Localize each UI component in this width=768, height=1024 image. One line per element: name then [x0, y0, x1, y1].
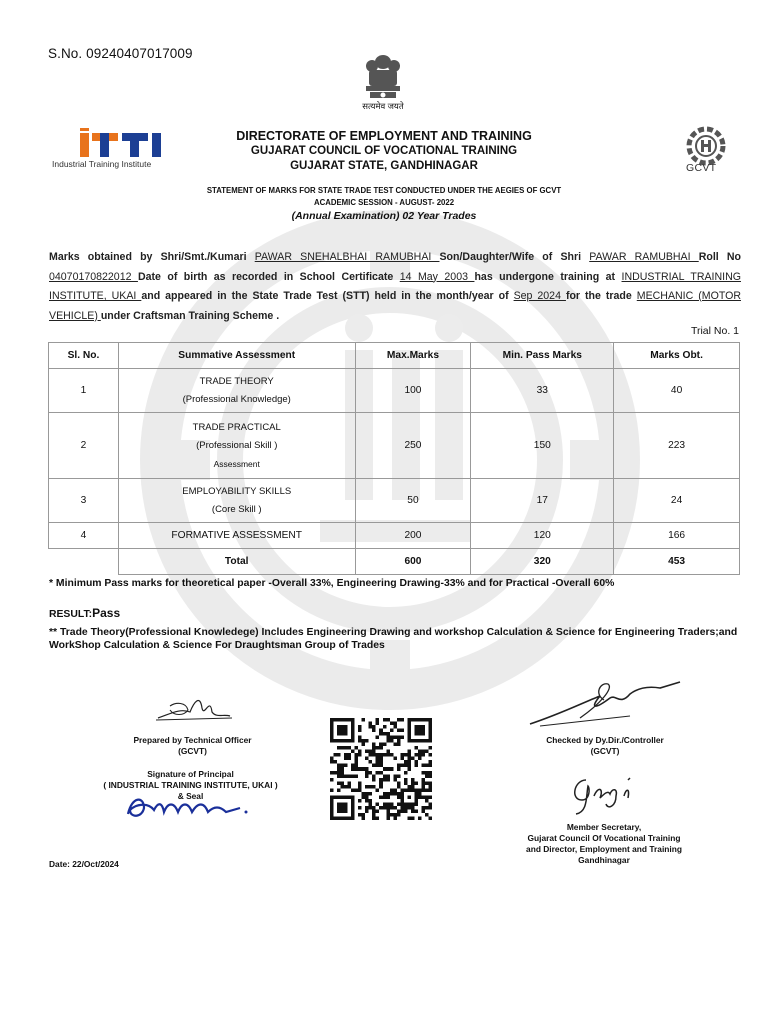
- text-fragment: Marks obtained by Shri/Smt./Kumari: [49, 251, 255, 263]
- cell-sl: 4: [49, 523, 119, 549]
- principal-signature: [122, 790, 262, 824]
- cell-assessment: [118, 369, 355, 413]
- text-fragment: has undergone training at: [474, 270, 622, 283]
- sig-line: Signature of Principal: [147, 769, 234, 779]
- sig-line: ( INDUSTRIAL TRAINING INSTITUTE, UKAI ): [103, 780, 278, 790]
- text-fragment: and appeared in the State Trade Test (STT) held in the month/year of: [141, 290, 514, 302]
- col-header-assessment: Summative Assessment: [118, 343, 355, 369]
- cell-obtained: 223: [614, 413, 740, 479]
- controller-signature: [520, 674, 688, 734]
- cell-assessment: [118, 413, 355, 479]
- header-directorate: DIRECTORATE OF EMPLOYMENT AND TRAINING: [236, 129, 532, 143]
- sig-line: & Seal: [177, 791, 204, 801]
- sig-line: and Director, Employment and Training: [526, 844, 682, 854]
- col-header-min: Min. Pass Marks: [471, 343, 614, 369]
- result-label: RESULT:: [49, 609, 93, 620]
- table-row: [49, 479, 740, 523]
- trade-name: MECHANIC (MOTOR VEHICLE): [49, 290, 741, 322]
- min-pass-note: * Minimum Pass marks for theoretical paper -Overall 33%, Engineering Drawing-33% and for Practical -Overall 60%: [49, 578, 615, 589]
- sig-line: Prepared by Technical Officer: [133, 735, 252, 745]
- qr-code-icon: [330, 718, 432, 820]
- iti-logo-caption: Industrial Training Institute: [52, 159, 152, 169]
- trial-number: Trial No. 1: [690, 325, 739, 337]
- result: [49, 606, 120, 620]
- serial-number: S.No. 09240407017009: [48, 46, 193, 61]
- technical-officer-signature: [150, 688, 236, 730]
- header-council: GUJARAT COUNCIL OF VOCATIONAL TRAINING: [250, 145, 518, 157]
- candidate-name: PAWAR SNEHALBHAI RAMUBHAI: [254, 251, 440, 263]
- header-session: ACADEMIC SESSION - AUGUST- 2022: [313, 198, 455, 207]
- cell-sl: 3: [49, 479, 119, 523]
- assessment-sub: (Core Skill ): [211, 503, 262, 515]
- cell-sl: 2: [49, 413, 119, 479]
- cell-obtained: 40: [614, 369, 740, 413]
- assessment-sub: (Professional Skill ): [196, 439, 278, 451]
- theory-note: ** Trade Theory(Professional Knowledege) Includes Engineering Drawing and workshop Calculation & Science for Engineering Traders;and WorkShop Calculation & Science For Draughtsman Group of Trades: [49, 627, 738, 651]
- sig-line: (GCVT): [178, 746, 207, 756]
- cell-max: 100: [355, 369, 471, 413]
- total-min: 320: [471, 549, 614, 575]
- total-label: Total: [118, 549, 355, 575]
- cell-obtained: 24: [614, 479, 740, 523]
- assessment-title: TRADE PRACTICAL: [192, 421, 281, 433]
- cell-blank: [49, 549, 119, 575]
- assessment-sub2: Assessment: [213, 458, 260, 469]
- total-max: 600: [355, 549, 471, 575]
- member-secretary-block: [500, 822, 708, 866]
- member-secretary-signature: [564, 766, 644, 816]
- sig-line: Gandhinagar: [578, 855, 630, 865]
- total-obtained: 453: [614, 549, 740, 575]
- cell-sl: 1: [49, 369, 119, 413]
- sig-line: Checked by Dy.Dir./Controller: [546, 735, 664, 745]
- cell-max: 200: [355, 523, 471, 549]
- col-header-max: Max.Marks: [355, 343, 471, 369]
- institute-name: INDUSTRIAL TRAINING INSTITUTE, UKAI: [49, 270, 741, 302]
- sig-line: Gujarat Council Of Vocational Training: [527, 833, 681, 843]
- sig-line: Member Secretary,: [566, 822, 642, 832]
- guardian-name: PAWAR RAMUBHAI: [589, 251, 699, 263]
- cell-min: 33: [471, 369, 614, 413]
- result-value: Pass: [92, 606, 121, 620]
- marks-table: [48, 342, 740, 575]
- col-header-obtained: Marks Obt.: [614, 343, 740, 369]
- gcvt-logo-caption: GCVT: [686, 162, 717, 174]
- col-header-sl: Sl. No.: [49, 343, 119, 369]
- candidate-statement: [49, 248, 741, 326]
- issue-date: Date: 22/Oct/2024: [49, 859, 119, 869]
- date-of-birth: 14 May 2003: [399, 270, 475, 283]
- table-row: [49, 413, 740, 479]
- cell-min: 120: [471, 523, 614, 549]
- table-header-row: [49, 343, 740, 369]
- table-row: [49, 523, 740, 549]
- cell-max: 50: [355, 479, 471, 523]
- technical-officer-block: [110, 735, 275, 757]
- assessment-sub: (Professional Knowledge): [182, 393, 291, 405]
- header-state: GUJARAT STATE, GANDHINAGAR: [290, 160, 478, 172]
- header-exam-type: (Annual Examination) 02 Year Trades: [291, 210, 477, 222]
- text-fragment: Son/Daughter/Wife of Shri: [439, 251, 590, 263]
- assessment-title: TRADE THEORY: [199, 375, 274, 387]
- text-fragment: under Craftsman Training Scheme .: [100, 309, 280, 322]
- total-row: [49, 549, 740, 575]
- table-row: [49, 369, 740, 413]
- roll-number: 04070170822012: [49, 270, 138, 283]
- emblem-motto: सत्यमेव जयते: [362, 101, 404, 111]
- text-fragment: Roll No: [698, 251, 742, 263]
- cell-max: 250: [355, 413, 471, 479]
- header-statement: STATEMENT OF MARKS FOR STATE TRADE TEST CONDUCTED UNDER THE AEGIES OF GCVT: [206, 186, 562, 195]
- sig-line: (GCVT): [590, 746, 620, 756]
- cell-min: 150: [471, 413, 614, 479]
- exam-month: Sep 2024: [513, 290, 566, 302]
- controller-block: [520, 735, 690, 757]
- text-fragment: Date of birth as recorded in School Certificate: [137, 270, 400, 283]
- cell-assessment: FORMATIVE ASSESSMENT: [118, 523, 355, 549]
- text-fragment: for the trade: [565, 290, 637, 302]
- cell-min: 17: [471, 479, 614, 523]
- cell-assessment: [118, 479, 355, 523]
- cell-obtained: 166: [614, 523, 740, 549]
- assessment-title: EMPLOYABILITY SKILLS: [182, 485, 292, 497]
